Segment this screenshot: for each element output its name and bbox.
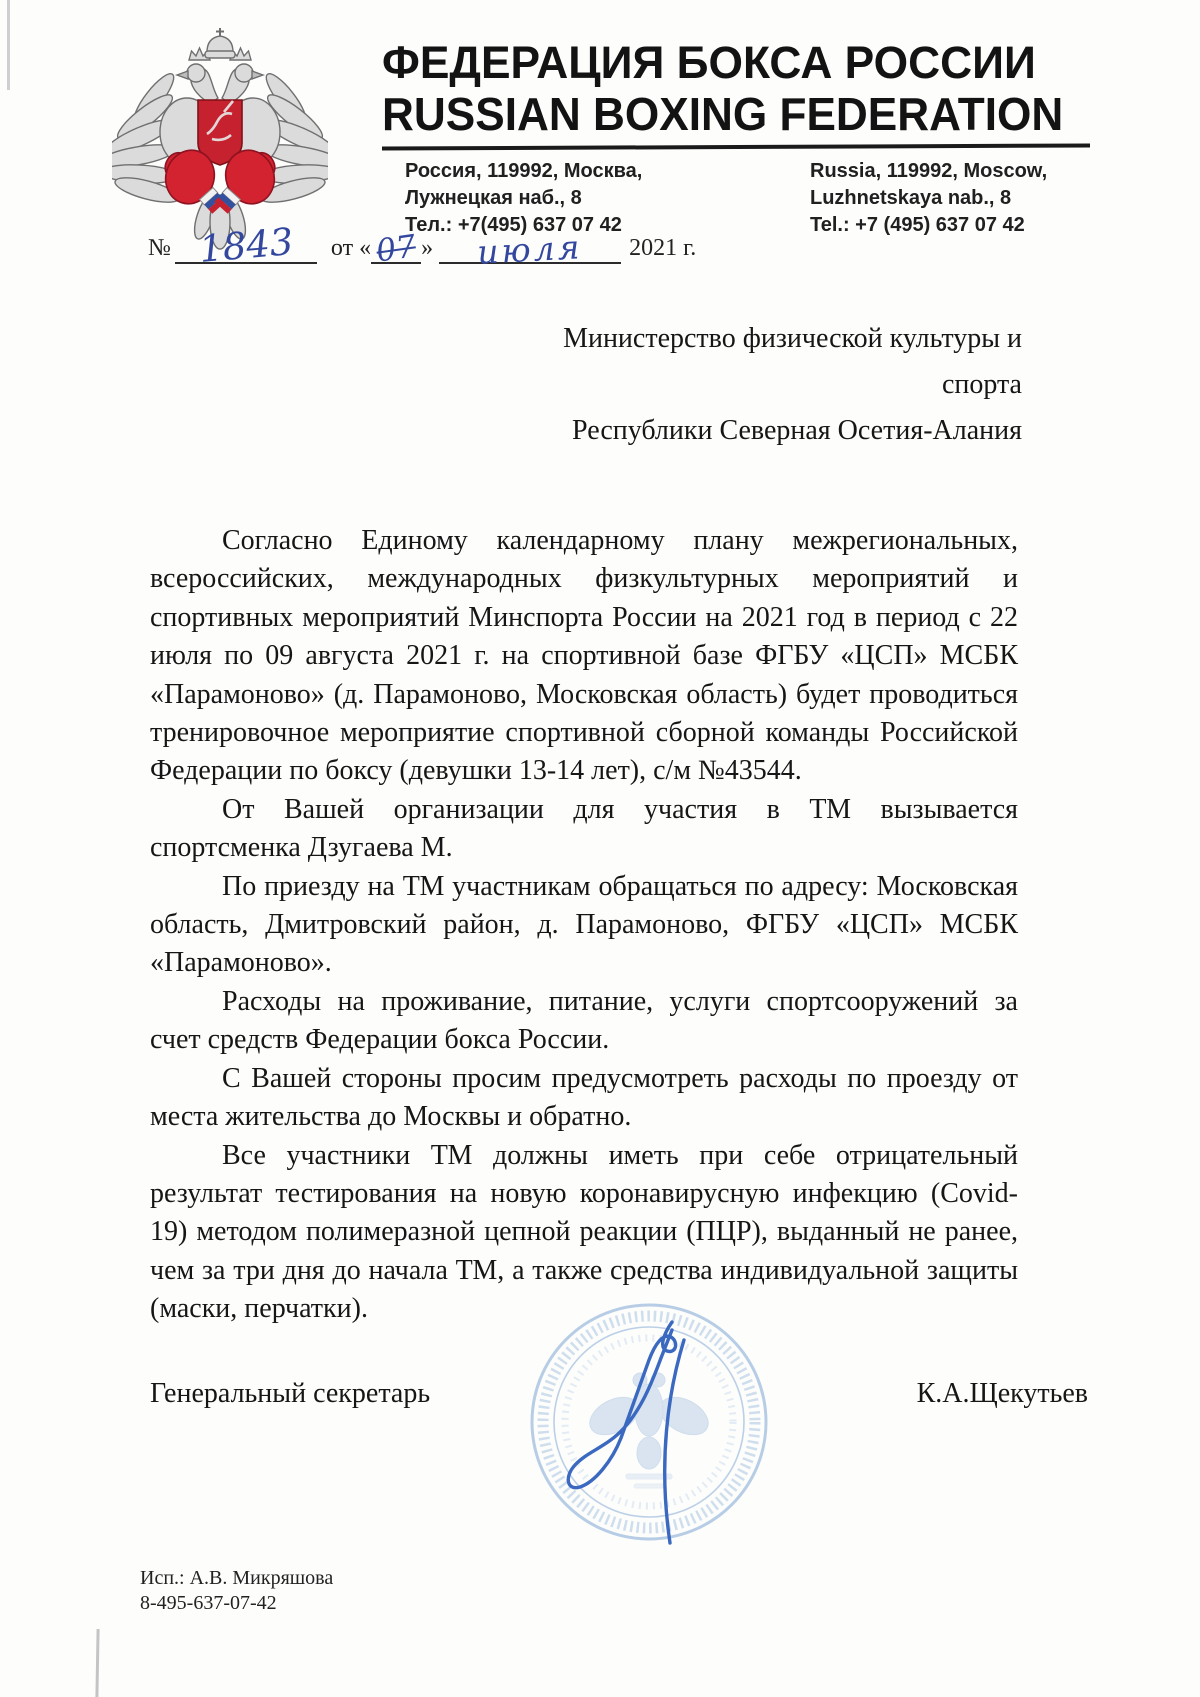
signer-title: Генеральный секретарь <box>150 1378 431 1409</box>
addressee-block <box>500 316 1022 454</box>
pen-signature <box>568 1322 684 1543</box>
number-field <box>175 219 317 272</box>
addressee-line1: Министерство физической культуры и спорта <box>563 323 1022 400</box>
letterhead <box>382 38 1094 140</box>
org-name-ru: ФЕДЕРАЦИЯ БОКСА РОССИИ <box>382 37 1036 88</box>
scan-artifact-bottom-edge <box>95 1629 99 1697</box>
executor-phone: 8-495-637-07-42 <box>140 1592 277 1614</box>
letter-body <box>150 522 1018 1329</box>
handwritten-month: июля <box>476 227 584 272</box>
date-close-quote: » <box>421 235 434 261</box>
official-seal-and-signature <box>514 1288 786 1570</box>
executor-name: Исп.: А.В. Микряшова <box>140 1567 334 1589</box>
eagle-crowns <box>189 28 251 60</box>
date-prefix: от « <box>330 235 372 261</box>
letterhead-divider <box>382 143 1090 150</box>
paragraph-4: Расходы на проживание, питание, услуги спортсооружений за счет средств Федерации бокса России. <box>150 985 1018 1056</box>
address-en-line1: Russia, 119992, Moscow, <box>810 160 1048 182</box>
paragraph-5: С Вашей стороны просим предусмотреть расходы по проезду от места жительства до Москвы и обратно. <box>150 1062 1018 1133</box>
paragraph-2: От Вашей организации для участия в ТМ вызывается спортсменка Дзугаева М. <box>150 793 1018 864</box>
address-en-line2: Luzhnetskaya nab., 8 <box>810 187 1012 209</box>
paragraph-6: Все участники ТМ должны иметь при себе отрицательный результат тестирования на новую коронавирусную инфекцию (Covid-19) методом полимеразной цепной реакции (ПЦР), выданный не ранее, чем за три дня до начала ТМ, а также средства индивидуальной защиты (маски, перчатки). <box>150 1139 1018 1325</box>
month-field <box>439 226 621 272</box>
address-ru-line2: Лужнецкая наб., 8 <box>405 187 582 209</box>
handwritten-number: 1843 <box>197 219 295 272</box>
executor-block <box>140 1566 333 1616</box>
address-ru-line1: Россия, 119992, Москва, <box>405 160 643 182</box>
address-en-line3: Tel.: +7 (495) 637 07 42 <box>810 214 1025 236</box>
addressee-line2: Республики Северная Осетия-Алания <box>572 415 1022 446</box>
boxing-federation-emblem-icon <box>112 24 328 254</box>
paragraph-1: Согласно Единому календарному плану межрегиональных, всероссийских, международных физкультурных мероприятий и спортивных мероприятий Минспорта России на 2021 год в период с 22 июля по 09 августа 2021 г. на спортивной базе ФГБУ «ЦСП» МСБК «Парамоново» (д. Парамоново, Московская область) будет проводиться тренировочное мероприятие спортивной сборной команды Российской Федерации по боксу (девушки 13-14 лет), с/м №43544. <box>150 525 1018 787</box>
day-field <box>371 226 421 270</box>
address-ru-line3: Тел.: +7(495) 637 07 42 <box>405 214 622 236</box>
date-year: 2021 г. <box>629 235 697 261</box>
scan-artifact-left-edge <box>7 0 10 90</box>
address-en <box>810 158 1047 239</box>
org-name-en: RUSSIAN BOXING FEDERATION <box>382 88 1064 140</box>
number-label: № <box>148 235 171 261</box>
signer-name: К.А.Щекутьев <box>916 1378 1088 1409</box>
handwritten-day: 07 <box>374 228 419 270</box>
paragraph-3: По приезду на ТМ участникам обращаться по адресу: Московская область, Дмитровский район, д. Парамоново, ФГБУ «ЦСП» МСБК «Парамоново». <box>150 870 1018 979</box>
